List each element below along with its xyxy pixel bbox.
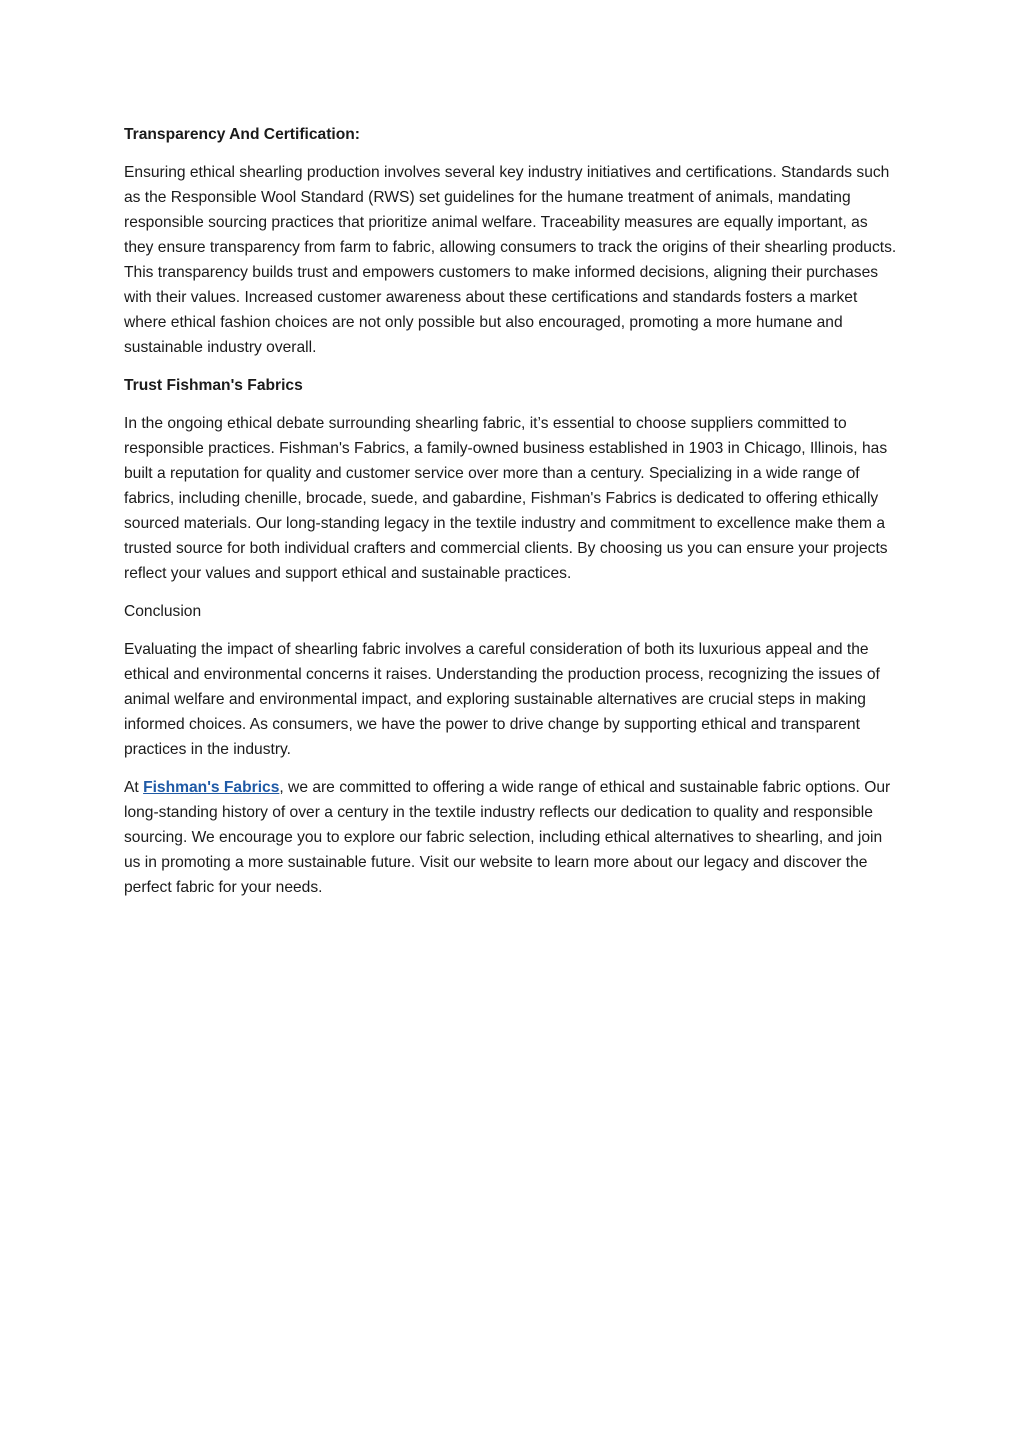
closing-paragraph (124, 775, 899, 900)
transparency-paragraph: Ensuring ethical shearling production involves several key industry initiatives and certifications. Standards such as the Responsible Wool Standard (RWS) set guidelines for the humane treatment of animals, mandating responsible sourcing practices that prioritize animal welfare. Traceability measures are equally important, as they ensure transparency from farm to fabric, allowing consumers to track the origins of their shearling products. This transparency builds trust and empowers customers to make informed decisions, aligning their purchases with their values. Increased customer awareness about these certifications and standards fosters a market where ethical fashion choices are not only possible but also encouraged, promoting a more humane and sustainable industry overall. (124, 164, 897, 356)
trust-heading: Trust Fishman's Fabrics (124, 377, 303, 394)
fishmans-fabrics-link[interactable]: Fishman's Fabrics (143, 779, 280, 796)
closing-suffix: , we are committed to offering a wide range of ethical and sustainable fabric options. Our long-standing history of over a century in the textile industry reflects our dedication to quality and responsible sourcing. We encourage you to explore our fabric selection, including ethical alternatives to shearling, and join us in promoting a more sustainable future. Visit our website to learn more about our legacy and discover the perfect fabric for your needs. (124, 779, 891, 896)
conclusion-paragraph: Evaluating the impact of shearling fabric involves a careful consideration of both its luxurious appeal and the ethical and environmental concerns it raises. Understanding the production process, recognizing the issues of animal welfare and environmental impact, and exploring sustainable alternatives are crucial steps in making informed choices. As consumers, we have the power to drive change by supporting ethical and transparent practices in the industry. (124, 641, 880, 758)
closing-prefix: At (124, 779, 144, 796)
document-page (124, 122, 899, 913)
transparency-heading: Transparency And Certification: (124, 126, 360, 143)
trust-paragraph: In the ongoing ethical debate surrounding shearling fabric, it’s essential to choose suppliers committed to responsible practices. Fishman's Fabrics, a family-owned business established in 1903 in Chicago, Illinois, has built a reputation for quality and customer service over more than a century. Specializing in a wide range of fabrics, including chenille, brocade, suede, and gabardine, Fishman's Fabrics is dedicated to offering ethically sourced materials. Our long-standing legacy in the textile industry and commitment to excellence make them a trusted source for both individual crafters and commercial clients. By choosing us you can ensure your projects reflect your values and support ethical and sustainable practices. (124, 415, 888, 582)
conclusion-heading: Conclusion (124, 603, 202, 620)
